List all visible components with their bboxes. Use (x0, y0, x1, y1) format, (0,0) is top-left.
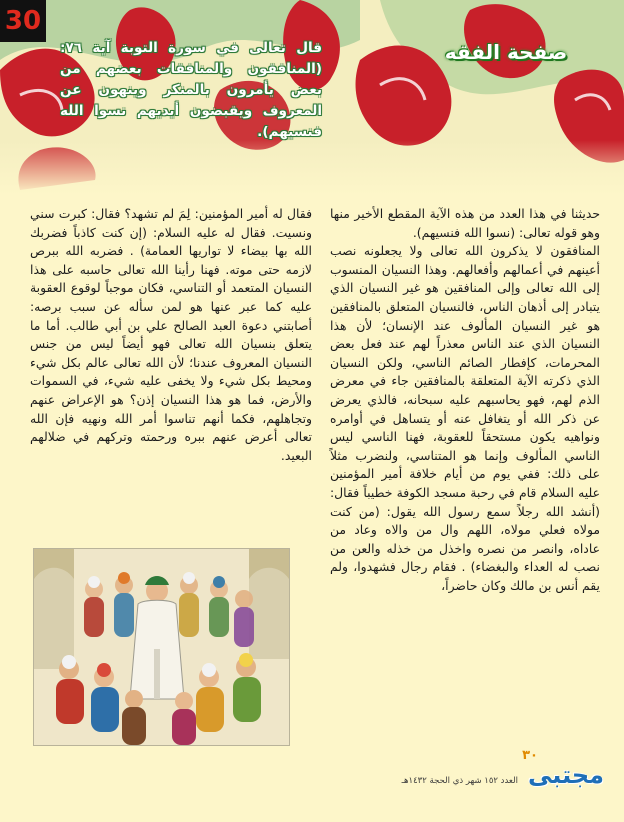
article-paragraph: حديثنا في هذا العدد من هذه الآية المقطع الأخير منها وهو قوله تعالى: (نسوا الله فنسيهم). (330, 206, 600, 240)
article-column-left (30, 205, 312, 465)
magazine-logo: مجتبى (527, 761, 605, 789)
article-column-right (330, 205, 600, 595)
page-footer (30, 748, 608, 802)
footer-page-number: ٣٠ (522, 748, 538, 763)
page-number: 30 (0, 0, 46, 42)
intro-quote: قال تعالى في سورة التوبة آية ٧٦: (المنافقون والمنافقات بعضهم من بعض يأمرون بالمنكر وينهون عن المعروف ويقبضون أيديهم نسوا الله فنسيهم). (60, 40, 322, 140)
article-paragraph: المنافقون لا يذكرون الله تعالى ولا يجعلونه نصب أعينهم في أعمالهم وأفعالهم. وهذا النسيان المنسوب إلى الله تعالى وإلى المنافقين هو غير النسيان الذي يتبادر إلى أذهان الناس، فالنسيان المتعلق بالمنافقين هو غير النسيان المألوف عند الإنسان؛ لأن هذا النسيان الذي عند الناس معذراً لهم عند فعل بعض المحرمات، كإفطار الصائم الناسي، ولكن النسيان الذي ذكرته الآية المتعلقة بالمنافقين جاء في معرض الذم لهم، فهو يحاسبهم عليه سبحانه، فالذي يعرض عن ذكر الله أو يتغافل عنه أو يتساهل في أوامره ونواهيه يكون مستحقاً للعقوبة، فهنا الناسي ليس الناسي المألوف وإنما هو المتناسي، ولنضرب مثلاً على ذلك: ففي يوم من أيام خلافة أمير المؤمنين عليه السلام قام في رحبة مسجد الكوفة خطيباً فقال: (أنشد الله رجلاً سمع رسول الله يقول: (من كنت مولاه فعلي مولاه، اللهم وال من والاه وعاد من عاداه، وانصر من نصره واخذل من خذله والعن من نصب له العداء والبغضاء) . فقام رجال فشهدوا، ولم يقم أنس بن مالك وكان حاضراً، (330, 243, 600, 593)
crowd-illustration-icon (34, 549, 289, 745)
article-paragraph: فقال له أمير المؤمنين: لِمَ لم تشهد؟ فقال: كبرت سني ونسيت. فقال له عليه السلام: (إن كنت كاذباً فضربك الله بها بيضاء لا تواريها العمامة) . فضربه الله ببرص لازمه حتى موته. فهنا رأينا الله تعالى حاسبه على هذا النسيان المتعمد أو التناسي، فكان موجباً لوقوع العقوبة عليه كما عبر عنها هو لمن سأله عن سبب برصه: أصابتني دعوة العبد الصالح علي بن أبي طالب. أما ما يتعلق بنسيان الله تعالى فهو أيضاً ليس من جنس النسيان المعروف عندنا؛ لأن الله تعالى عالم بكل شيء ومحيط بكل شيء ولا يخفى عليه شيء، في السموات والأرض، فما هو هذا النسيان إذن؟ هو الإعراض عنهم وتجاهلهم، فكما أنهم تناسوا أمر الله ونهيه فإن الله تعالى أعرض عنهم ببره ورحمته وتركهم في ضلالهم البعيد. (30, 206, 312, 463)
illustration-gathering-image (33, 548, 290, 746)
issue-info: العدد ١٥٢ شهر ذي الحجة ١٤٣٢هـ (401, 776, 518, 786)
section-title: صفحة الفقه (444, 40, 568, 64)
